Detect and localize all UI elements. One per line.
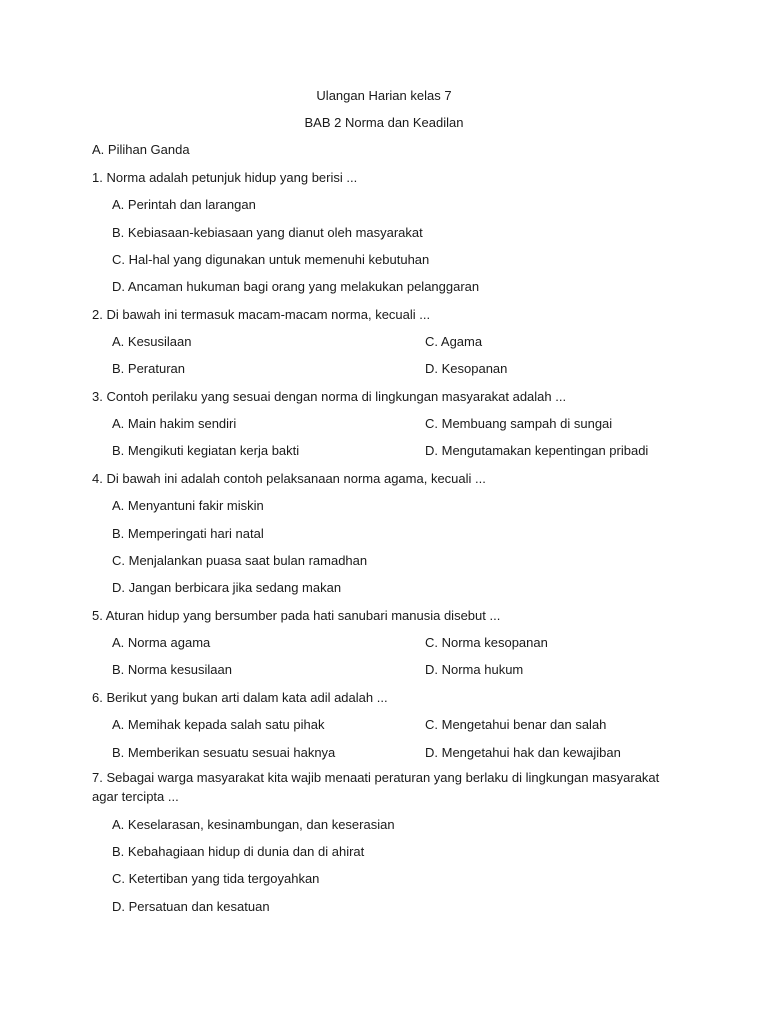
question-1-option-c: C. Hal-hal yang digunakan untuk memenuhi kebutuhan (112, 252, 430, 267)
question-4: 4. Di bawah ini adalah contoh pelaksanaan norma agama, kecuali ... (92, 471, 486, 486)
question-4-option-a: A. Menyantuni fakir miskin (112, 498, 264, 513)
question-1-option-b: B. Kebiasaan-kebiasaan yang dianut oleh masyarakat (112, 225, 423, 240)
question-7-option-a: A. Keselarasan, kesinambungan, dan keserasian (112, 817, 395, 832)
question-4-option-d: D. Jangan berbicara jika sedang makan (112, 580, 342, 595)
question-1: 1. Norma adalah petunjuk hidup yang berisi ... (92, 170, 358, 185)
question-4-option-b: B. Memperingati hari natal (112, 526, 264, 541)
question-3-option-b: B. Mengikuti kegiatan kerja bakti (112, 443, 300, 458)
question-7: 7. Sebagai warga masyarakat kita wajib menaati peraturan yang berlaku di lingkungan masyarakat agar tercipta ... (92, 770, 660, 804)
question-6-option-b: B. Memberikan sesuatu sesuai haknya (112, 745, 336, 760)
question-3-option-a: A. Main hakim sendiri (112, 416, 237, 431)
question-6: 6. Berikut yang bukan arti dalam kata adil adalah ... (92, 690, 388, 705)
section-heading: A. Pilihan Ganda (92, 142, 190, 157)
page-subtitle: BAB 2 Norma dan Keadilan (304, 115, 464, 130)
question-3-option-c: C. Membuang sampah di sungai (425, 416, 613, 431)
question-4-option-c: C. Menjalankan puasa saat bulan ramadhan (112, 553, 368, 568)
page-title: Ulangan Harian kelas 7 (316, 88, 452, 103)
question-2-option-a: A. Kesusilaan (112, 334, 192, 349)
question-5-option-d: D. Norma hukum (425, 662, 524, 677)
question-2-option-c: C. Agama (425, 334, 483, 349)
question-3: 3. Contoh perilaku yang sesuai dengan norma di lingkungan masyarakat adalah ... (92, 389, 567, 404)
question-7-option-b: B. Kebahagiaan hidup di dunia dan di ahirat (112, 844, 365, 859)
question-7-option-c: C. Ketertiban yang tida tergoyahkan (112, 871, 320, 886)
question-5-option-a: A. Norma agama (112, 635, 211, 650)
question-1-option-a: A. Perintah dan larangan (112, 197, 256, 212)
question-1-option-d: D. Ancaman hukuman bagi orang yang melakukan pelanggaran (112, 279, 480, 294)
question-5: 5. Aturan hidup yang bersumber pada hati sanubari manusia disebut ... (92, 608, 501, 623)
question-2: 2. Di bawah ini termasuk macam-macam norma, kecuali ... (92, 307, 431, 322)
question-7-option-d: D. Persatuan dan kesatuan (112, 899, 270, 914)
question-5-option-c: C. Norma kesopanan (425, 635, 548, 650)
question-6-option-a: A. Memihak kepada salah satu pihak (112, 717, 325, 732)
question-5-option-b: B. Norma kesusilaan (112, 662, 232, 677)
question-2-option-b: B. Peraturan (112, 361, 185, 376)
question-6-option-c: C. Mengetahui benar dan salah (425, 717, 607, 732)
question-6-option-d: D. Mengetahui hak dan kewajiban (425, 745, 621, 760)
question-2-option-d: D. Kesopanan (425, 361, 508, 376)
question-3-option-d: D. Mengutamakan kepentingan pribadi (425, 443, 649, 458)
